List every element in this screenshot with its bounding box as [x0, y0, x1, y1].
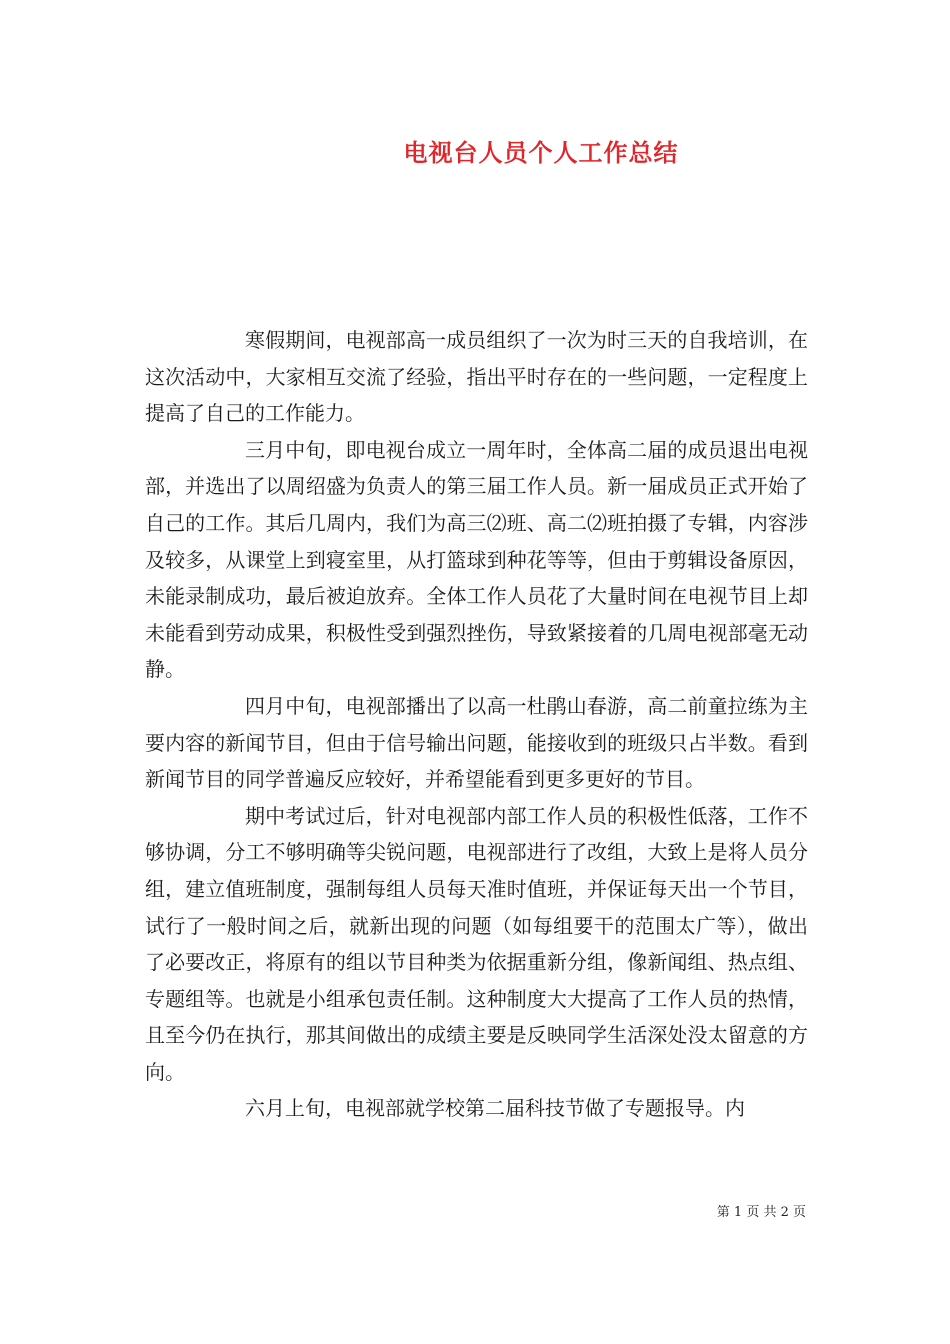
- page-footer: 第 1 页 共 2 页: [716, 1205, 806, 1220]
- paragraph-april: 四月中旬，电视部播出了以高一杜鹃山春游，高二前童拉练为主要内容的新闻节目，但由于信号输出问题，能接收到的班级只占半数。看到新闻节目的同学普遍反应较好，并希望能看到更多更好的节目。: [145, 693, 808, 792]
- paragraph-march: 三月中旬，即电视台成立一周年时，全体高二届的成员退出电视部，并选出了以周绍盛为负责人的第三届工作人员。新一届成员正式开始了自己的工作。其后几周内，我们为高三⑵班、高二⑵班拍摄了专辑，内容涉及较多，从课堂上到寝室里，从打篮球到种花等等，但由于剪辑设备原因，未能录制成功，最后被迫放弃。全体工作人员花了大量时间在电视节目上却未能看到劳动成果，积极性受到强烈挫伤，导致紧接着的几周电视部毫无动静。: [145, 437, 808, 682]
- paragraph-after-midterm: 期中考试过后，针对电视部内部工作人员的积极性低落，工作不够协调，分工不够明确等尖锐问题，电视部进行了改组，大致上是将人员分组，建立值班制度，强制每组人员每天准时值班，并保证每天出一个节目，试行了一般时间之后，就新出现的问题（如每组要干的范围太广等），做出了必要改正，将原有的组以节目种类为依据重新分组，像新闻组、热点组、专题组等。也就是小组承包责任制。这种制度大大提高了工作人员的热情，且至今仍在执行，那其间做出的成绩主要是反映同学生活深处没太留意的方向。: [145, 803, 808, 1084]
- document-body: [145, 322, 808, 1127]
- paragraph-june: 六月上旬，电视部就学校第二届科技节做了专题报导。内: [245, 1096, 745, 1121]
- paragraph-winter-training: 寒假期间，电视部高一成员组织了一次为时三天的自我培训，在这次活动中，大家相互交流了经验，指出平时存在的一些问题，一定程度上提高了自己的工作能力。: [145, 328, 808, 426]
- document-title: 电视台人员个人工作总结: [403, 138, 679, 167]
